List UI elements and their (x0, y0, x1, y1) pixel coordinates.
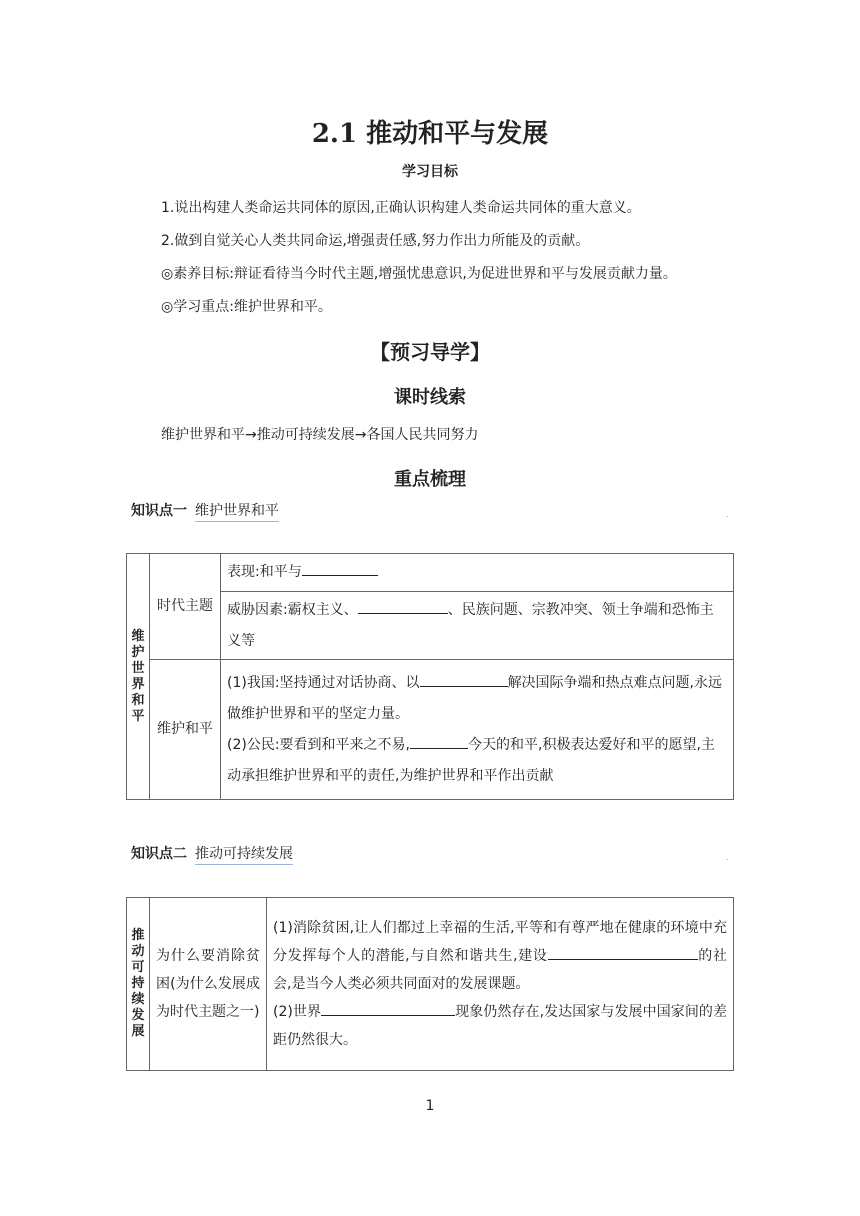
kp2-side-label: 推 动 可 持 续 发 展 (127, 898, 150, 1071)
fill-blank[interactable] (548, 943, 698, 960)
kp1-heading (131, 500, 279, 520)
fill-blank[interactable] (410, 732, 468, 749)
dot-marker: . (726, 510, 729, 519)
clue-text: 维护世界和平→推动可持续发展→各国人民共同努力 (161, 427, 479, 443)
goal-item: 2.做到自觉关心人类共同命运,增强责任感,努力作出力所能及的贡献。 (161, 233, 590, 249)
kp2-topic: 推动可持续发展 (195, 846, 293, 865)
kp2-row-title: 为什么要消除贫困(为什么发展成为时代主题之一) (150, 898, 267, 1071)
page-title: 2.1 推动和平与发展 (311, 119, 549, 149)
kp1-label: 知识点一 (131, 503, 187, 519)
review-heading: 重点梳理 (394, 469, 466, 490)
kp1-table (126, 553, 734, 800)
kp1-row2-content: (1)我国:坚持通过对话协商、以 解决国际争端和热点难点问题,永远做维护世界和平的坚定力量。 (2)公民:要看到和平来之不易, 今天的和平,积极表达爱好和平的愿望,主动承担维护世界和平的责任,为维护世界和平作出贡献 (221, 660, 734, 800)
fill-blank[interactable] (358, 597, 448, 614)
fill-blank[interactable] (302, 559, 378, 576)
goal-item: 1.说出构建人类命运共同体的原因,正确认识构建人类命运共同体的重大意义。 (161, 200, 641, 216)
clue-heading: 课时线索 (394, 387, 466, 408)
goal-item: ◎素养目标:辩证看待当今时代主题,增强忧患意识,为促进世界和平与发展贡献力量。 (161, 266, 677, 282)
kp2-label: 知识点二 (131, 846, 187, 862)
kp2-heading (131, 843, 293, 863)
kp2-table (126, 897, 734, 1071)
fill-blank[interactable] (321, 999, 455, 1016)
page-number: 1 (425, 1098, 435, 1114)
dot-marker: . (726, 853, 729, 862)
preview-heading: 【预习导学】 (370, 340, 490, 364)
kp1-row1-a: 表现:和平与 (221, 554, 734, 592)
goal-item: ◎学习重点:维护世界和平。 (161, 299, 332, 315)
fill-blank[interactable] (420, 670, 508, 687)
kp1-side-label: 维 护 世 界 和 平 (127, 554, 150, 800)
goals-heading: 学习目标 (402, 164, 458, 180)
kp2-content: (1)消除贫困,让人们都过上幸福的生活,平等和有尊严地在健康的环境中充分发挥每个人的潜能,与自然和谐共生,建设 的社会,是当今人类必须共同面对的发展课题。 (2)世界 现象仍然存在,发达国家与发展中国家间的差距仍然很大。 (267, 898, 734, 1071)
kp1-row2-title: 维护和平 (150, 660, 221, 800)
kp1-topic: 维护世界和平 (195, 503, 279, 522)
kp1-row1-title: 时代主题 (150, 554, 221, 660)
kp1-row1-b: 威胁因素:霸权主义、 、民族问题、宗教冲突、领土争端和恐怖主义等 (221, 592, 734, 660)
